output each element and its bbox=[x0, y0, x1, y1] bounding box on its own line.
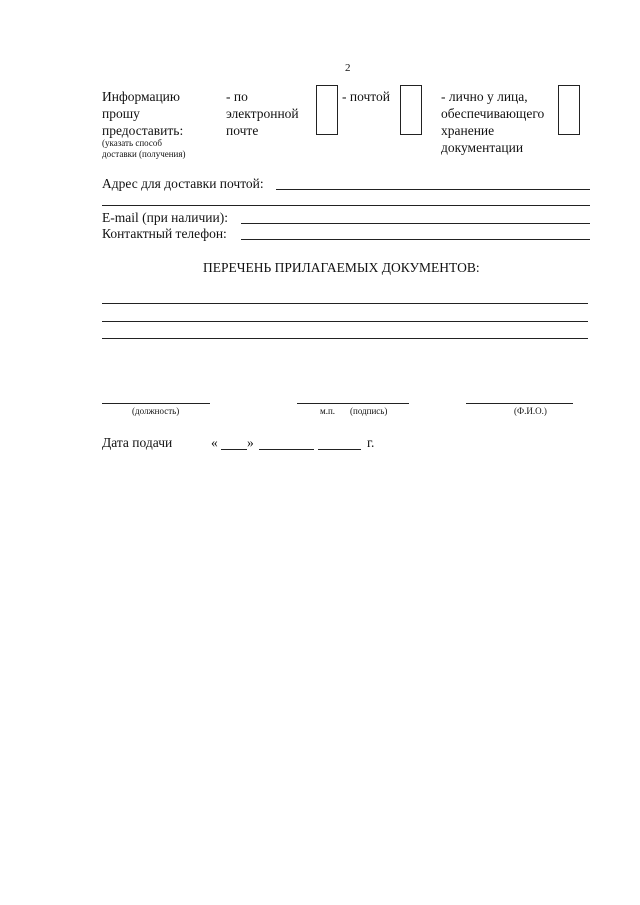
personal-option-line: обеспечивающего bbox=[441, 106, 545, 121]
stamp-caption: м.п. bbox=[320, 406, 336, 416]
phone-input-line[interactable] bbox=[241, 239, 590, 240]
email-option-label bbox=[226, 88, 299, 139]
document-line[interactable] bbox=[102, 321, 588, 322]
personal-option-line: документации bbox=[441, 140, 524, 155]
delivery-label-line: предоставить: bbox=[102, 123, 184, 138]
page-number: 2 bbox=[345, 62, 351, 74]
documents-heading: ПЕРЕЧЕНЬ ПРИЛАГАЕМЫХ ДОКУМЕНТОВ: bbox=[203, 260, 480, 275]
signature-line[interactable] bbox=[297, 403, 409, 404]
mail-option-label: - почтой bbox=[342, 89, 390, 104]
mail-option-checkbox[interactable] bbox=[400, 85, 422, 135]
name-caption: (Ф.И.О.) bbox=[514, 406, 547, 416]
delivery-hint-line: доставки (получения) bbox=[102, 149, 186, 159]
address-label: Адрес для доставки почтой: bbox=[102, 176, 264, 191]
date-close-quote: » bbox=[247, 435, 254, 450]
email-label: E-mail (при наличии): bbox=[102, 210, 228, 225]
delivery-label-line: прошу bbox=[102, 106, 140, 121]
email-option-line: электронной bbox=[226, 106, 299, 121]
date-month-line[interactable] bbox=[259, 449, 314, 450]
personal-option-label bbox=[441, 88, 544, 156]
date-open-quote: « bbox=[211, 435, 218, 450]
date-year-suffix: г. bbox=[367, 435, 375, 450]
personal-option-line: - лично у лица, bbox=[441, 89, 528, 104]
delivery-label bbox=[102, 88, 183, 139]
document-line[interactable] bbox=[102, 303, 588, 304]
position-caption: (должность) bbox=[132, 406, 180, 416]
signature-caption: (подпись) bbox=[350, 406, 388, 416]
delivery-hint-line: (указать способ bbox=[102, 138, 162, 148]
email-option-checkbox[interactable] bbox=[316, 85, 338, 135]
address-input-line-2[interactable] bbox=[102, 205, 590, 206]
name-line[interactable] bbox=[466, 403, 573, 404]
personal-option-checkbox[interactable] bbox=[558, 85, 580, 135]
date-day-line[interactable] bbox=[221, 449, 247, 450]
email-option-line: почте bbox=[226, 123, 259, 138]
date-year-line[interactable] bbox=[318, 449, 361, 450]
personal-option-line: хранение bbox=[441, 123, 495, 138]
phone-label: Контактный телефон: bbox=[102, 226, 227, 241]
email-input-line[interactable] bbox=[241, 223, 590, 224]
address-input-line[interactable] bbox=[276, 189, 590, 190]
document-line[interactable] bbox=[102, 338, 588, 339]
email-option-line: - по bbox=[226, 89, 248, 104]
delivery-hint bbox=[102, 138, 186, 160]
position-line[interactable] bbox=[102, 403, 210, 404]
submission-date-label: Дата подачи bbox=[102, 435, 173, 450]
delivery-label-line: Информацию bbox=[102, 89, 180, 104]
